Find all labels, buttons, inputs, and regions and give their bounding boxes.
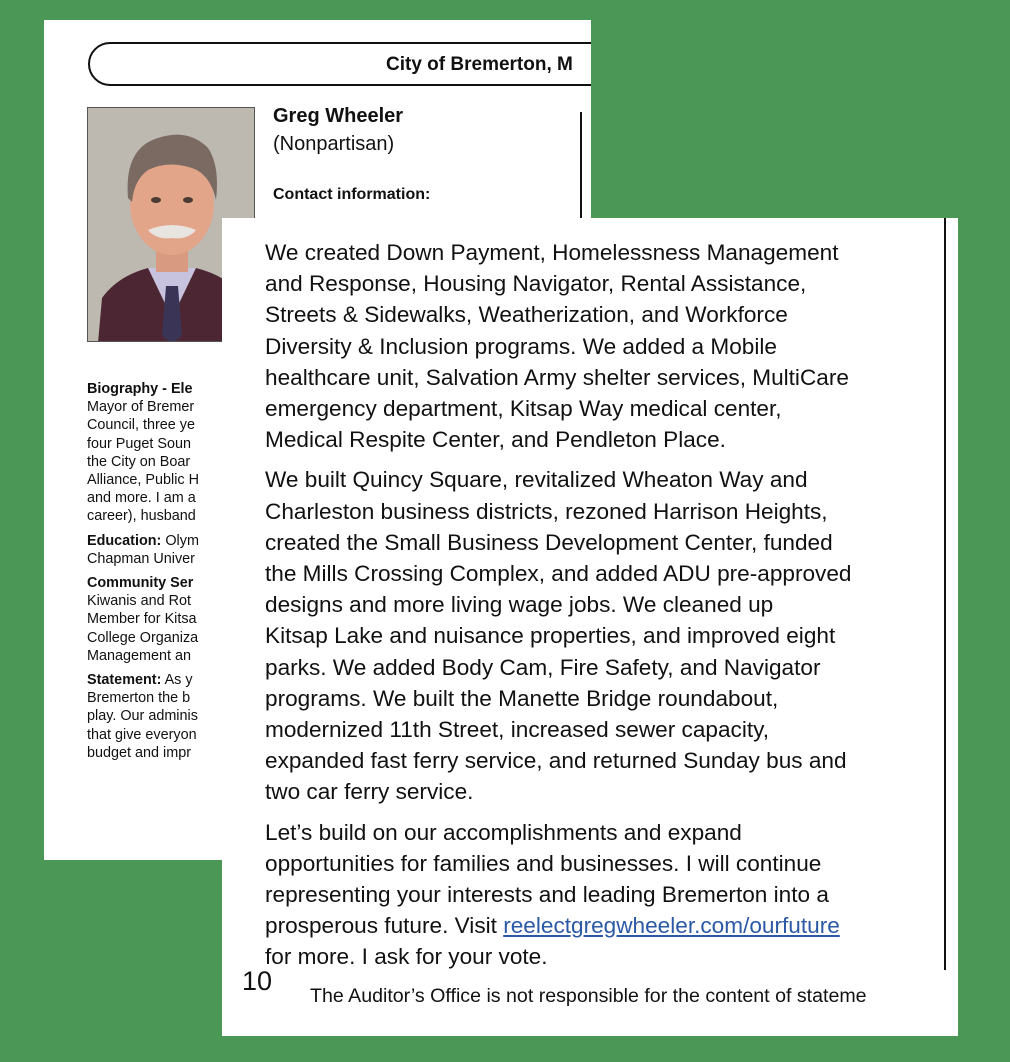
statement-line: Kitsap Lake and nuisance properties, and improved eight	[265, 623, 836, 649]
statement-line: We built Quincy Square, revitalized Wheaton Way and	[265, 467, 808, 493]
community-service-line: College Organiza	[87, 629, 199, 646]
statement-line: and Response, Housing Navigator, Rental Assistance,	[265, 271, 807, 297]
statement-line: the Mills Crossing Complex, and added ADU pre-approved	[265, 561, 852, 587]
statement-line: budget and impr	[87, 744, 192, 761]
statement-line: representing your interests and leading Bremerton into a	[265, 882, 829, 908]
biography-line: the City on Boar	[87, 453, 191, 470]
candidate-name: Greg Wheeler	[273, 105, 404, 127]
statement-paragraph-closing	[265, 817, 955, 973]
auditor-disclaimer: The Auditor’s Office is not responsible for the content of stateme	[310, 985, 867, 1007]
biography-line: Council, three ye	[87, 417, 195, 434]
statement-line: modernized 11th Street, increased sewer capacity,	[265, 717, 770, 743]
statement-line: parks. We added Body Cam, Fire Safety, and Navigator	[265, 654, 821, 680]
biography-line: four Puget Soun	[87, 435, 192, 452]
statement-line: opportunities for families and businesses. I will continue	[265, 850, 822, 876]
statement-line: Diversity & Inclusion programs. We added a Mobile	[265, 333, 777, 359]
front-voter-pamphlet-page	[222, 218, 958, 1036]
statement-line: created the Small Business Development Center, funded	[265, 529, 833, 555]
statement-line: Charleston business districts, rezoned Harrison Heights,	[265, 498, 828, 524]
header-title: City of Bremerton, M	[386, 54, 573, 75]
statement-paragraph-programs	[265, 237, 955, 455]
statement-line: designs and more living wage jobs. We cleaned up	[265, 592, 774, 618]
community-service-line: Member for Kitsa	[87, 611, 197, 628]
statement-line: Let’s build on our accomplishments and expand	[265, 819, 742, 845]
statement-line: Streets & Sidewalks, Weatherization, and Workforce	[265, 302, 788, 328]
candidate-party: (Nonpartisan)	[273, 133, 395, 155]
statement-line: As y	[161, 672, 193, 689]
statement-label: Statement:	[87, 672, 162, 689]
statement-line: for more. I ask for your vote.	[265, 944, 548, 970]
biography-line: Mayor of Bremer	[87, 399, 195, 416]
statement-line: expanded fast ferry service, and returned Sunday bus and	[265, 748, 847, 774]
education-line: Chapman Univer	[87, 550, 195, 567]
statement-line: emergency department, Kitsap Way medical center,	[265, 396, 782, 422]
statement-paragraph-development	[265, 464, 955, 807]
biography-line: Alliance, Public H	[87, 472, 199, 489]
biography-line: career), husband	[87, 508, 196, 525]
statement-line: two car ferry service.	[265, 779, 474, 805]
statement-line: Bremerton the b	[87, 690, 191, 707]
candidate-statement	[265, 237, 955, 982]
statement-line: programs. We built the Manette Bridge roundabout,	[265, 685, 779, 711]
education-line: Olym	[161, 532, 199, 549]
community-service-line: Kiwanis and Rot	[87, 593, 191, 610]
visit-prefix: prosperous future. Visit	[265, 913, 504, 939]
biography-label: Biography - Ele	[87, 381, 193, 397]
education-label: Education:	[87, 532, 162, 549]
statement-line: that give everyon	[87, 726, 197, 743]
statement-line: We created Down Payment, Homelessness Management	[265, 240, 839, 265]
community-service-line: Management an	[87, 647, 192, 664]
header-banner	[88, 42, 591, 86]
campaign-website-link[interactable]: reelectgregwheeler.com/ourfuture	[503, 913, 840, 939]
community-service-label: Community Ser	[87, 575, 194, 592]
biography-line: and more. I am a	[87, 490, 196, 507]
statement-line: Medical Respite Center, and Pendleton Place.	[265, 427, 726, 453]
statement-line: healthcare unit, Salvation Army shelter services, MultiCare	[265, 364, 849, 390]
page-number: 10	[242, 966, 273, 996]
contact-information-label: Contact information:	[273, 186, 431, 203]
statement-line: play. Our adminis	[87, 708, 198, 725]
